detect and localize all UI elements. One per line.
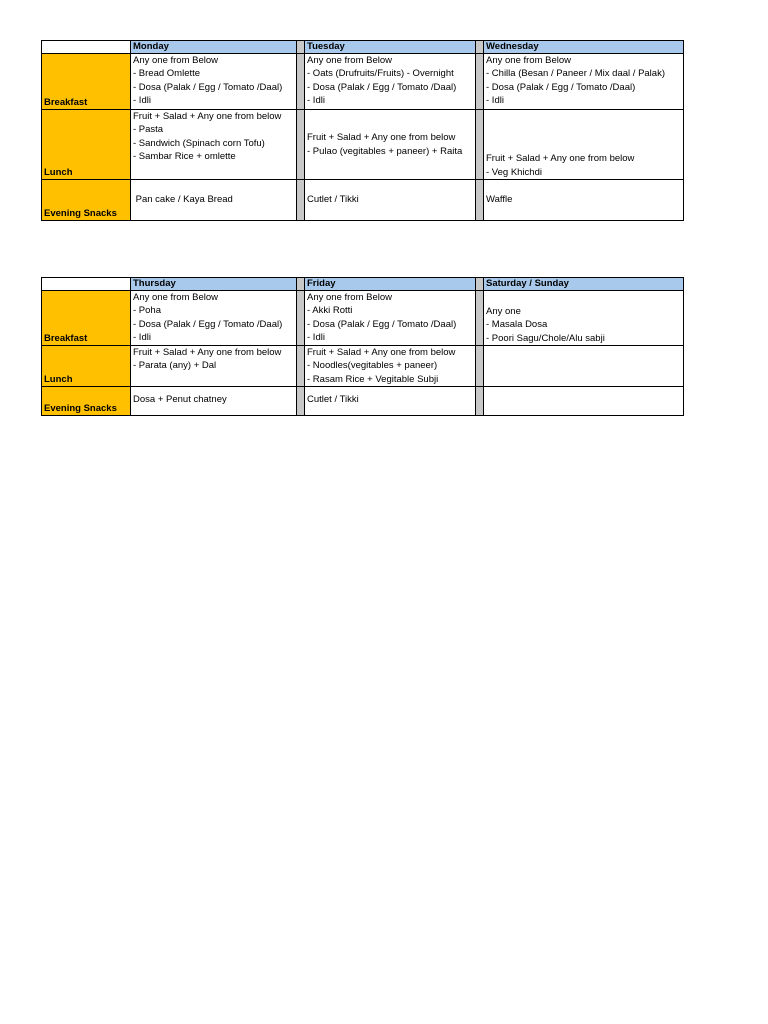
column-separator <box>297 291 305 346</box>
menu-cell-monday-snacks <box>131 180 297 221</box>
menu-line: Any one from Below <box>133 292 219 303</box>
column-separator <box>297 54 305 110</box>
menu-line: Any one from Below <box>307 55 393 66</box>
day-header-tuesday: Tuesday <box>305 41 476 54</box>
corner-cell <box>42 278 131 291</box>
menu-line: Any one from Below <box>486 55 572 66</box>
menu-line: - Poori Sagu/Chole/Alu sabji <box>486 332 605 344</box>
day-header-wednesday: Wednesday <box>484 41 684 54</box>
menu-line: Any one from Below <box>133 55 219 66</box>
menu-cell-monday-breakfast <box>131 54 297 110</box>
menu-cell-friday-breakfast <box>305 291 476 346</box>
menu-line: Any one from Below <box>307 292 393 303</box>
menu-line: - Dosa (Palak / Egg / Tomato /Daal) <box>133 81 283 93</box>
day-header-thursday: Thursday <box>131 278 297 291</box>
menu-line: Cutlet / Tikki <box>307 194 359 206</box>
menu-line: - Noodles(vegitables + paneer) <box>307 360 438 372</box>
menu-cell-thursday-lunch <box>131 346 297 387</box>
meal-label-breakfast: Breakfast <box>42 291 131 346</box>
menu-cell-monday-lunch <box>131 110 297 180</box>
weekly-menu-table-2 <box>41 277 684 416</box>
menu-line: - Idli <box>486 95 504 107</box>
menu-line: Fruit + Salad + Any one from below <box>486 153 635 165</box>
menu-line: Fruit + Salad + Any one from below <box>133 111 282 122</box>
menu-line: Pan cake / Kaya Bread <box>133 194 233 206</box>
menu-cell-thursday-breakfast <box>131 291 297 346</box>
menu-line: - Idli <box>307 332 325 344</box>
menu-line: - Poha <box>133 305 161 317</box>
menu-line: - Idli <box>133 332 151 344</box>
menu-cell-tuesday-lunch <box>305 110 476 180</box>
menu-line: - Oats (Drufruits/Fruits) - Overnight <box>307 68 454 80</box>
meal-label-evening-snacks: Evening Snacks <box>42 387 131 416</box>
menu-cell-friday-lunch <box>305 346 476 387</box>
menu-line: - Sambar Rice + omlette <box>133 151 236 163</box>
menu-line: - Pulao (vegitables + paneer) + Raita <box>307 145 463 157</box>
menu-line: - Sandwich (Spinach corn Tofu) <box>133 137 265 149</box>
menu-cell-wednesday-lunch <box>484 110 684 180</box>
column-separator <box>476 278 484 291</box>
column-separator <box>297 346 305 387</box>
meal-label-lunch: Lunch <box>42 346 131 387</box>
menu-cell-wednesday-breakfast <box>484 54 684 110</box>
menu-line: Dosa + Penut chatney <box>133 394 227 406</box>
meal-label-breakfast: Breakfast <box>42 54 131 110</box>
menu-line: - Idli <box>133 95 151 107</box>
menu-line: - Dosa (Palak / Egg / Tomato /Daal) <box>307 318 457 330</box>
menu-line: - Idli <box>307 95 325 107</box>
menu-cell-friday-snacks <box>305 387 476 416</box>
menu-cell-thursday-snacks <box>131 387 297 416</box>
menu-cell-weekend-lunch <box>484 346 684 387</box>
menu-line: - Masala Dosa <box>486 319 548 331</box>
day-header-weekend: Saturday / Sunday <box>484 278 684 291</box>
column-separator <box>476 346 484 387</box>
column-separator <box>297 180 305 221</box>
menu-line: Any one <box>486 305 521 317</box>
menu-cell-weekend-breakfast <box>484 291 684 346</box>
menu-line: Fruit + Salad + Any one from below <box>307 132 456 144</box>
column-separator <box>476 291 484 346</box>
menu-line: - Dosa (Palak / Egg / Tomato /Daal) <box>133 318 283 330</box>
day-header-friday: Friday <box>305 278 476 291</box>
menu-line: - Bread Omlette <box>133 68 201 80</box>
column-separator <box>297 278 305 291</box>
day-header-monday: Monday <box>131 41 297 54</box>
column-separator <box>297 110 305 180</box>
column-separator <box>476 387 484 416</box>
meal-label-evening-snacks: Evening Snacks <box>42 180 131 221</box>
meal-label-lunch: Lunch <box>42 110 131 180</box>
menu-cell-tuesday-snacks <box>305 180 476 221</box>
menu-line: Waffle <box>486 194 513 206</box>
column-separator <box>476 54 484 110</box>
menu-line: Fruit + Salad + Any one from below <box>133 347 282 358</box>
column-separator <box>297 41 305 54</box>
column-separator <box>476 41 484 54</box>
menu-cell-weekend-snacks <box>484 387 684 416</box>
menu-line: Fruit + Salad + Any one from below <box>307 347 456 358</box>
weekly-menu-table-1 <box>41 40 684 221</box>
column-separator <box>476 110 484 180</box>
menu-line: - Dosa (Palak / Egg / Tomato /Daal) <box>307 81 457 93</box>
menu-line: - Akki Rotti <box>307 305 353 317</box>
menu-line: - Pasta <box>133 124 164 136</box>
menu-line: - Chilla (Besan / Paneer / Mix daal / Palak) <box>486 68 665 80</box>
menu-line: - Parata (any) + Dal <box>133 360 217 372</box>
menu-cell-tuesday-breakfast <box>305 54 476 110</box>
menu-line: Cutlet / Tikki <box>307 394 359 406</box>
menu-line: - Dosa (Palak / Egg / Tomato /Daal) <box>486 81 636 93</box>
menu-cell-wednesday-snacks <box>484 180 684 221</box>
menu-line: - Veg Khichdi <box>486 166 542 178</box>
column-separator <box>297 387 305 416</box>
column-separator <box>476 180 484 221</box>
corner-cell <box>42 41 131 54</box>
menu-line: - Rasam Rice + Vegitable Subji <box>307 373 439 385</box>
